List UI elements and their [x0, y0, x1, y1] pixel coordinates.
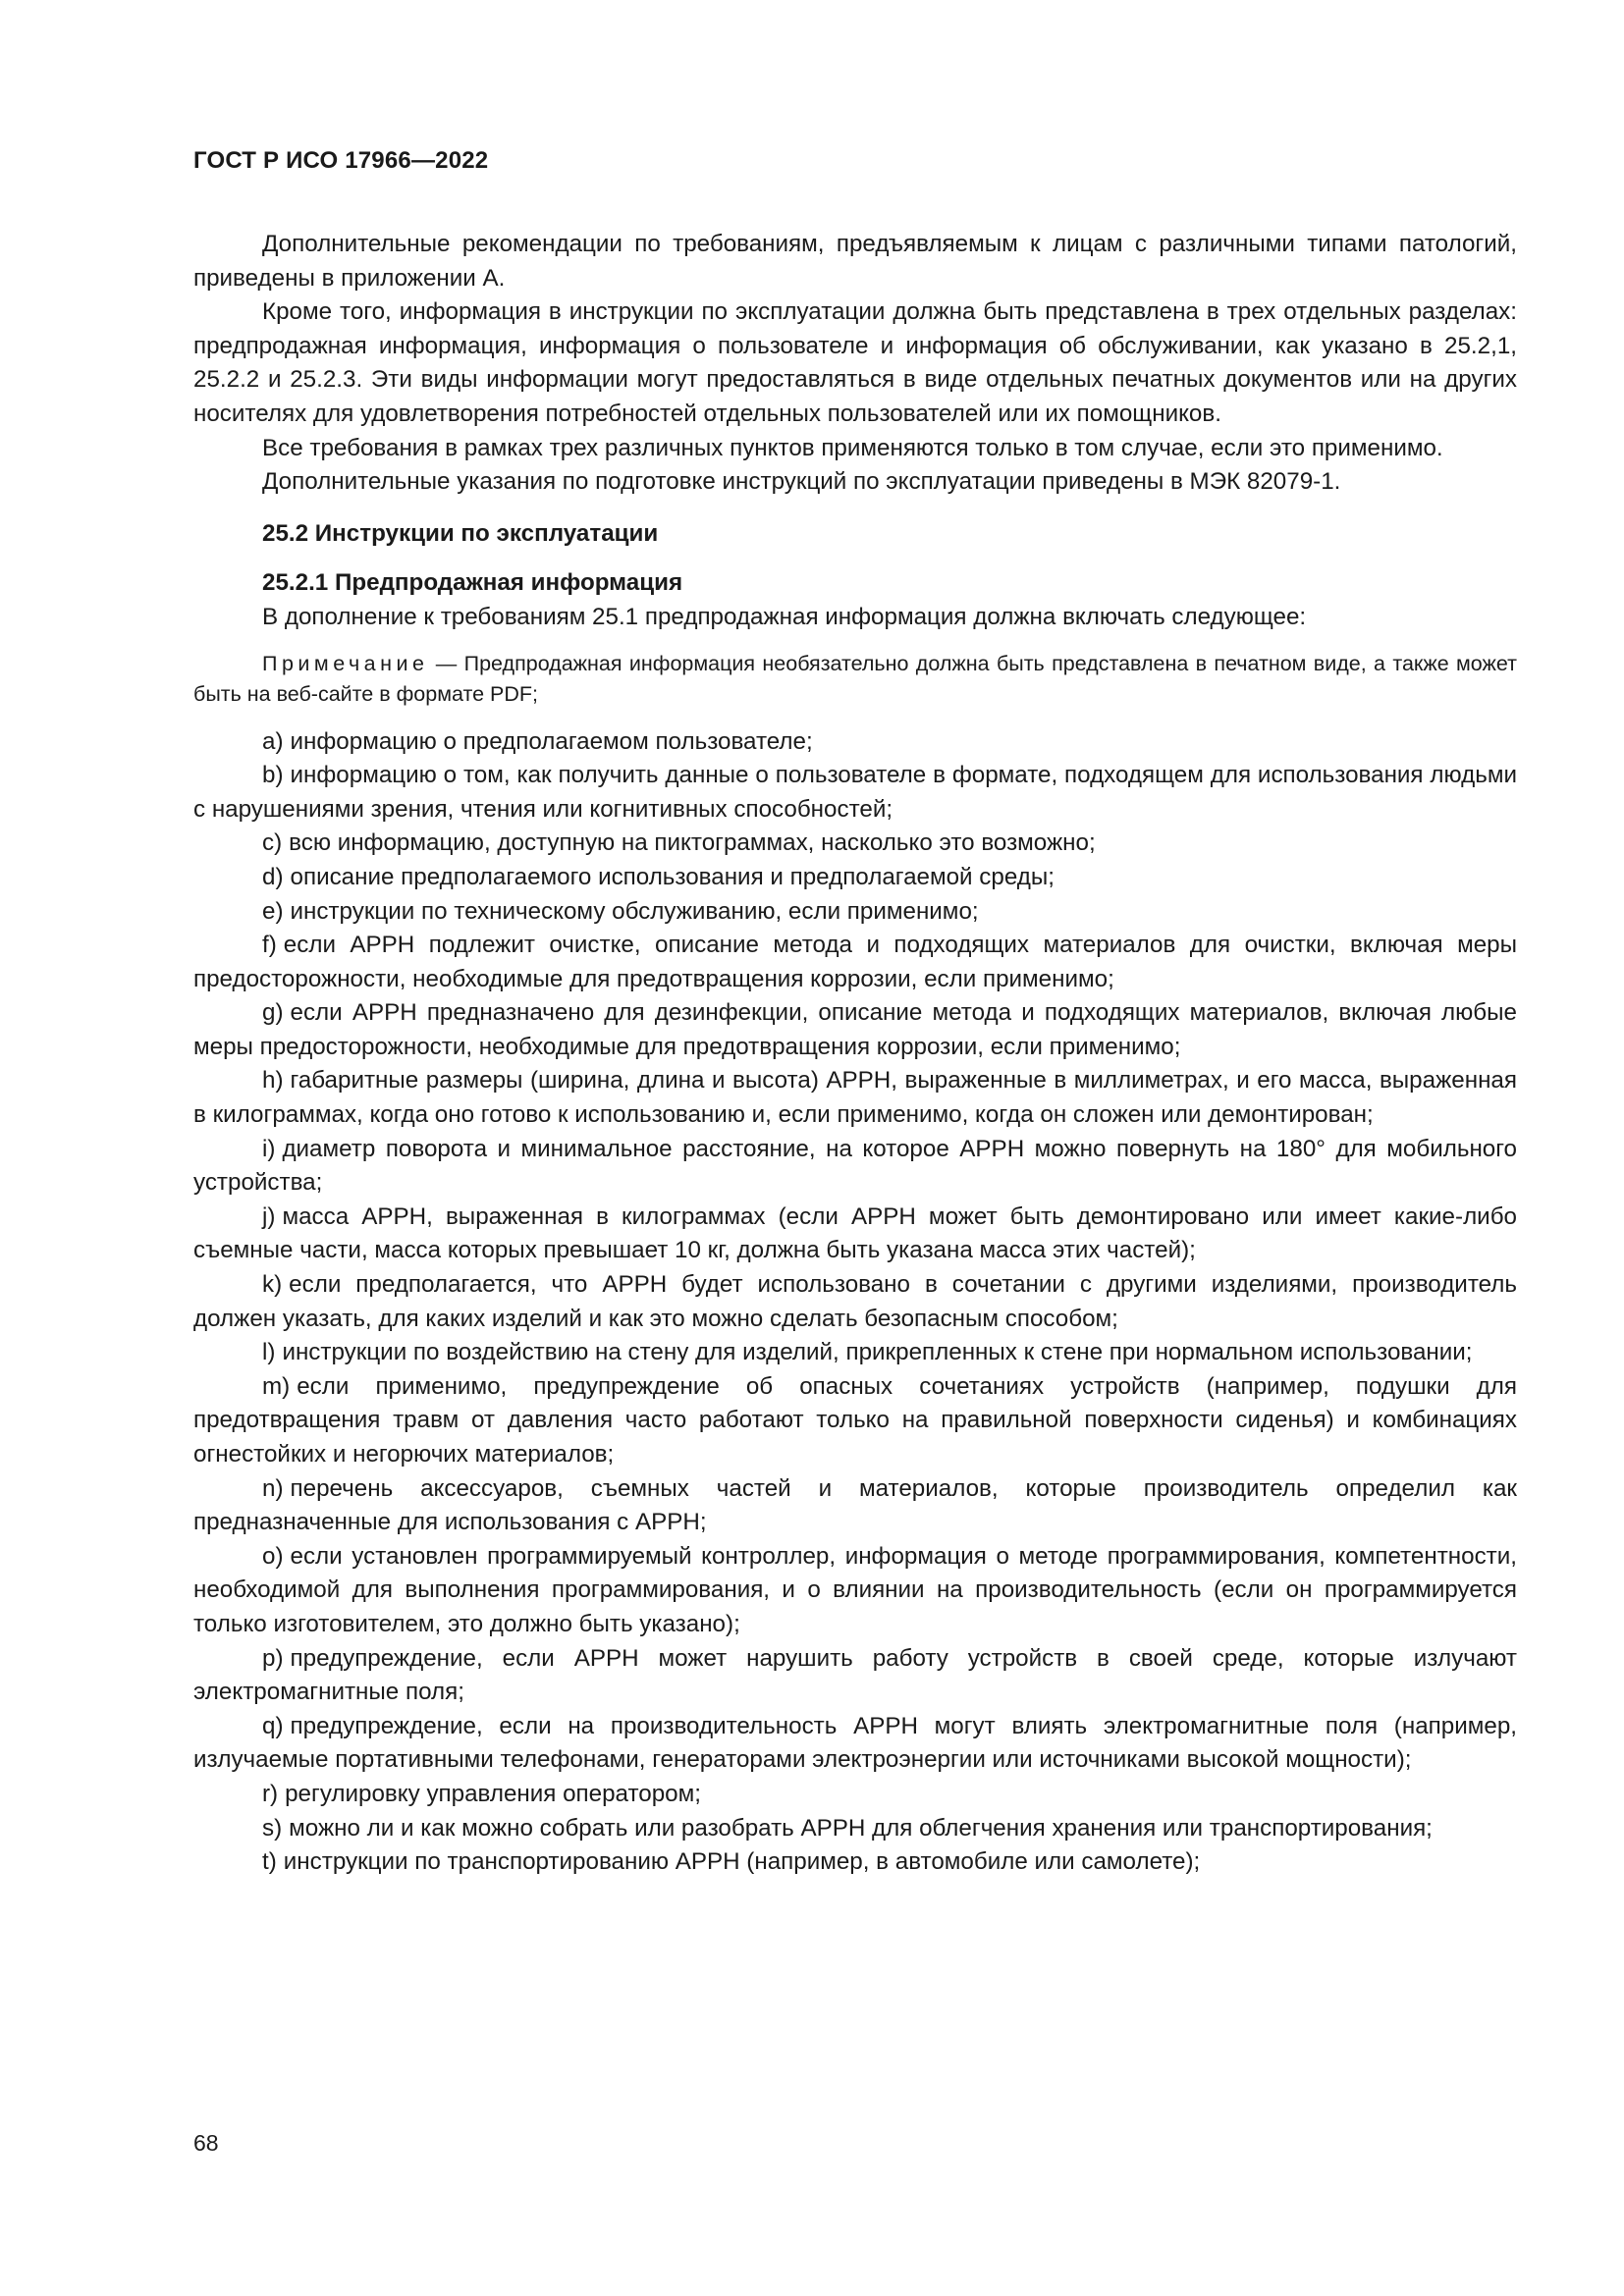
- list-item-text: описание предполагаемого использования и предполагаемой среды;: [290, 863, 1055, 890]
- list-item-letter: s): [262, 1814, 283, 1842]
- list-item-letter: h): [262, 1067, 284, 1095]
- list-item-letter: a): [262, 727, 284, 755]
- list-item-letter: j): [262, 1202, 276, 1230]
- list-item-letter: k): [262, 1271, 283, 1299]
- list-item-text: регулировку управления оператором;: [285, 1780, 701, 1807]
- list-item-letter: t): [262, 1848, 277, 1876]
- list-item-letter: e): [262, 897, 284, 925]
- list-item-letter: n): [262, 1474, 284, 1502]
- list-item-text: всю информацию, доступную на пиктограммах, насколько это возможно;: [289, 829, 1096, 857]
- list-item-text: если предполагается, что АРРН будет использовано в сочетании с другими изделиями, производитель должен указать, для каких изделий и как это можно сделать безопасным способом;: [193, 1271, 1517, 1332]
- list-item-letter: l): [262, 1339, 276, 1366]
- subsection-heading: 25.2.1 Предпродажная информация: [262, 569, 683, 597]
- subsection-intro: В дополнение к требованиям 25.1 предпродажная информация должна включать следующее:: [262, 603, 1307, 630]
- list-item-letter: g): [262, 999, 284, 1027]
- list-item: [193, 1812, 1517, 1846]
- note-label: Примечание: [262, 651, 429, 675]
- list-item-letter: r): [262, 1780, 279, 1807]
- list-item: [193, 895, 1517, 930]
- list-item: [193, 1201, 1517, 1268]
- section-heading: 25.2 Инструкции по эксплуатации: [262, 519, 659, 547]
- list-item: [193, 1064, 1517, 1132]
- list-item: [193, 725, 1517, 760]
- list-item-text: габаритные размеры (ширина, длина и высота) АРРН, выраженные в миллиметрах, и его масса, выраженная в килограммах, когда оно готово к использованию и, если применимо, когда он сложен или демонтирован;: [193, 1067, 1517, 1129]
- list-item: [193, 827, 1517, 861]
- list-item: [193, 1845, 1517, 1880]
- list-item-letter: d): [262, 863, 284, 890]
- list-item: [193, 1268, 1517, 1336]
- list-item-letter: q): [262, 1712, 284, 1739]
- list-item-text: если установлен программируемый контроллер, информация о методе программирования, компетентности, необходимой для выполнения программирования, и о влиянии на производительность (если он программируется только изготовителем, это должно быть указано);: [193, 1542, 1517, 1637]
- note: [193, 649, 1517, 710]
- list-item: [193, 1133, 1517, 1201]
- list-item-letter: p): [262, 1644, 284, 1672]
- list-item: [193, 1370, 1517, 1472]
- paragraph: Дополнительные указания по подготовке инструкций по эксплуатации приведены в МЭК 82079-1.: [262, 468, 1341, 496]
- list-item-letter: f): [262, 932, 277, 959]
- paragraph: Все требования в рамках трех различных пунктов применяются только в том случае, если это применимо.: [262, 434, 1443, 461]
- list-item: [193, 1336, 1517, 1370]
- list-item-text: масса АРРН, выраженная в килограммах (если АРРН может быть демонтировано или имеет какие-либо съемные части, масса которых превышает 10 кг, должна быть указана масса этих частей);: [193, 1202, 1517, 1264]
- list-item-text: перечень аксессуаров, съемных частей и материалов, которые производитель определил как предназначенные для использования с АРРН;: [193, 1474, 1517, 1536]
- list-item-text: инструкции по транспортированию АРРН (например, в автомобиле или самолете);: [283, 1848, 1201, 1876]
- list-item-text: если АРРН предназначено для дезинфекции, описание метода и подходящих материалов, включая любые меры предосторожности, необходимые для предотвращения коррозии, если применимо;: [193, 999, 1517, 1060]
- list-item-letter: c): [262, 829, 283, 857]
- note-text: — Предпродажная информация необязательно должна быть представлена в печатном виде, а также может быть на веб-сайте в формате PDF;: [193, 651, 1517, 706]
- list-item-text: информацию о том, как получить данные о пользователе в формате, подходящем для использования людьми с нарушениями зрения, чтения или когнитивных способностей;: [193, 762, 1517, 823]
- list-item: [193, 929, 1517, 996]
- page-number: 68: [193, 2130, 219, 2156]
- list-item-letter: o): [262, 1542, 284, 1570]
- page-header: ГОСТ Р ИСО 17966—2022: [193, 147, 489, 174]
- requirements-list: [193, 725, 1517, 1880]
- list-item: [193, 861, 1517, 895]
- list-item-text: информацию о предполагаемом пользователе;: [290, 727, 813, 755]
- list-item-letter: i): [262, 1135, 276, 1162]
- list-item: [193, 1540, 1517, 1642]
- list-item: [193, 1472, 1517, 1540]
- list-item-text: предупреждение, если АРРН может нарушить работу устройств в своей среде, которые излучают электромагнитные поля;: [193, 1644, 1517, 1706]
- list-item-text: инструкции по воздействию на стену для изделий, прикрепленных к стене при нормальном использовании;: [282, 1339, 1473, 1366]
- list-item: [193, 1778, 1517, 1812]
- list-item: [193, 996, 1517, 1064]
- list-item-letter: m): [262, 1372, 291, 1400]
- list-item-letter: b): [262, 762, 284, 789]
- paragraph: Дополнительные рекомендации по требованиям, предъявляемым к лицам с различными типами патологий, приведены в приложении А.: [193, 231, 1517, 292]
- list-item: [193, 1710, 1517, 1778]
- list-item: [193, 1642, 1517, 1710]
- list-item-text: если АРРН подлежит очистке, описание метода и подходящих материалов для очистки, включая меры предосторожности, необходимые для предотвращения коррозии, если применимо;: [193, 932, 1517, 992]
- list-item-text: диаметр поворота и минимальное расстояние, на которое АРРН можно повернуть на 180° для мобильного устройства;: [193, 1135, 1517, 1197]
- list-item-text: если применимо, предупреждение об опасных сочетаниях устройств (например, подушки для предотвращения травм от давления часто работают только на правильной поверхности сиденья) и комбинациях огнестойких и негорючих материалов;: [193, 1372, 1517, 1468]
- list-item-text: можно ли и как можно собрать или разобрать АРРН для облегчения хранения или транспортирования;: [289, 1814, 1433, 1842]
- list-item-text: предупреждение, если на производительность АРРН могут влиять электромагнитные поля (например, излучаемые портативными телефонами, генераторами электроэнергии или источниками высокой мощности);: [193, 1712, 1517, 1774]
- paragraph: Кроме того, информация в инструкции по эксплуатации должна быть представлена в трех отдельных разделах: предпродажная информация, информация о пользователе и информация об обслуживании, как указано в 25.2,1, 25.2.2 и 25.2.3. Эти виды информации могут предоставляться в виде отдельных печатных документов или на других носителях для удовлетворения потребностей отдельных пользователей или их помощников.: [193, 298, 1517, 427]
- list-item-text: инструкции по техническому обслуживанию, если применимо;: [290, 897, 979, 925]
- list-item: [193, 759, 1517, 827]
- document-body: [193, 228, 1517, 1880]
